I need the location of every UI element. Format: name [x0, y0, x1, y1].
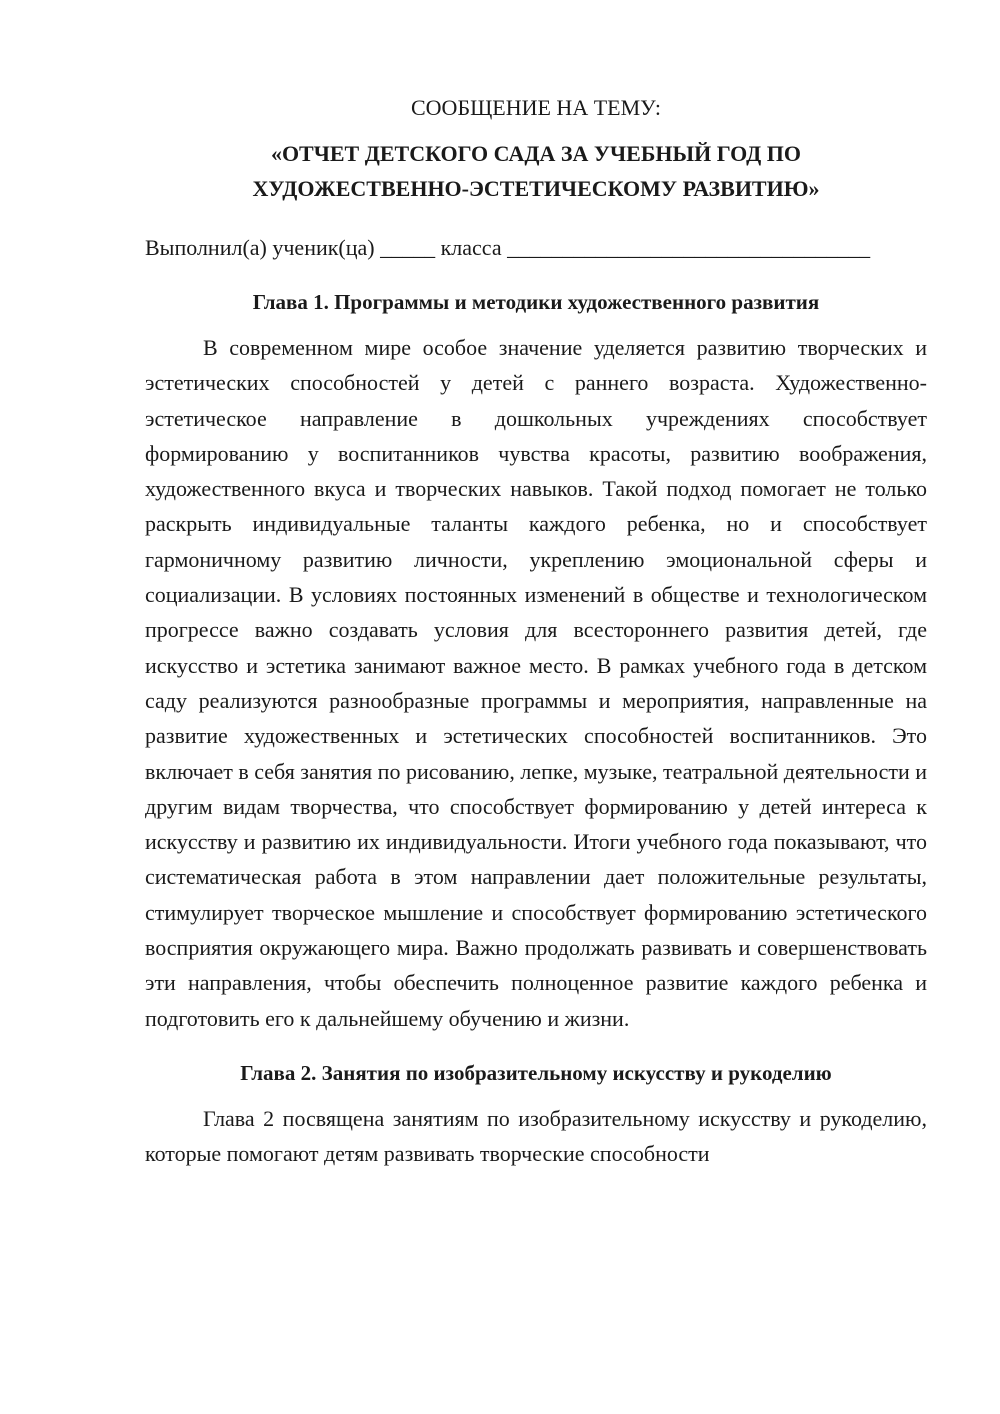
chapter-2-heading: Глава 2. Занятия по изобразительному искусству и рукоделию	[240, 1060, 832, 1085]
author-line: Выполнил(а) ученик(ца) _____ класса _________________________________	[145, 235, 871, 260]
document-title-line-2: ХУДОЖЕСТВЕННО-ЭСТЕТИЧЕСКОМУ РАЗВИТИЮ»	[252, 176, 820, 201]
document-title-line-1: «ОТЧЕТ ДЕТСКОГО САДА ЗА УЧЕБНЫЙ ГОД ПО	[270, 141, 802, 166]
document-page	[145, 90, 927, 1172]
chapter-2-paragraph: Глава 2 посвящена занятиям по изобразительному искусству и рукоделию, которые помогают детям развивать творческие способности	[145, 1105, 927, 1167]
chapter-1-paragraph: В современном мире особое значение уделяется развитию творческих и эстетических способностей у детей с раннего возраста. Художественно-эстетическое направление в дошкольных учреждениях способствует формированию у воспитанников чувства красоты, развитию воображения, художественного вкуса и творческих навыков. Такой подход помогает не только раскрыть индивидуальные таланты каждого ребенка, но и способствует гармоничному развитию личности, укреплению эмоциональной сферы и социализации. В условиях постоянных изменений в обществе и технологическом прогрессе важно создавать условия для всестороннего развития детей, где искусство и эстетика занимают важное место. В рамках учебного года в детском саду реализуются разнообразные программы и мероприятия, направленные на развитие художественных и эстетических способностей воспитанников. Это включает в себя занятия по рисованию, лепке, музыке, театральной деятельности и другим видам творчества, что способствует формированию у детей интереса к искусству и развитию их индивидуальности. Итоги учебного года показывают, что систематическая работа в этом направлении дает положительные результаты, стимулирует творческое мышление и способствует формированию эстетического восприятия окружающего мира. Важно продолжать развивать и совершенствовать эти направления, чтобы обеспечить полноценное развитие каждого ребенка и подготовить его к дальнейшему обучению и жизни.	[145, 335, 927, 1031]
chapter-1-heading: Глава 1. Программы и методики художественного развития	[252, 290, 820, 314]
document-topic-line: СООБЩЕНИЕ НА ТЕМУ:	[411, 95, 661, 120]
